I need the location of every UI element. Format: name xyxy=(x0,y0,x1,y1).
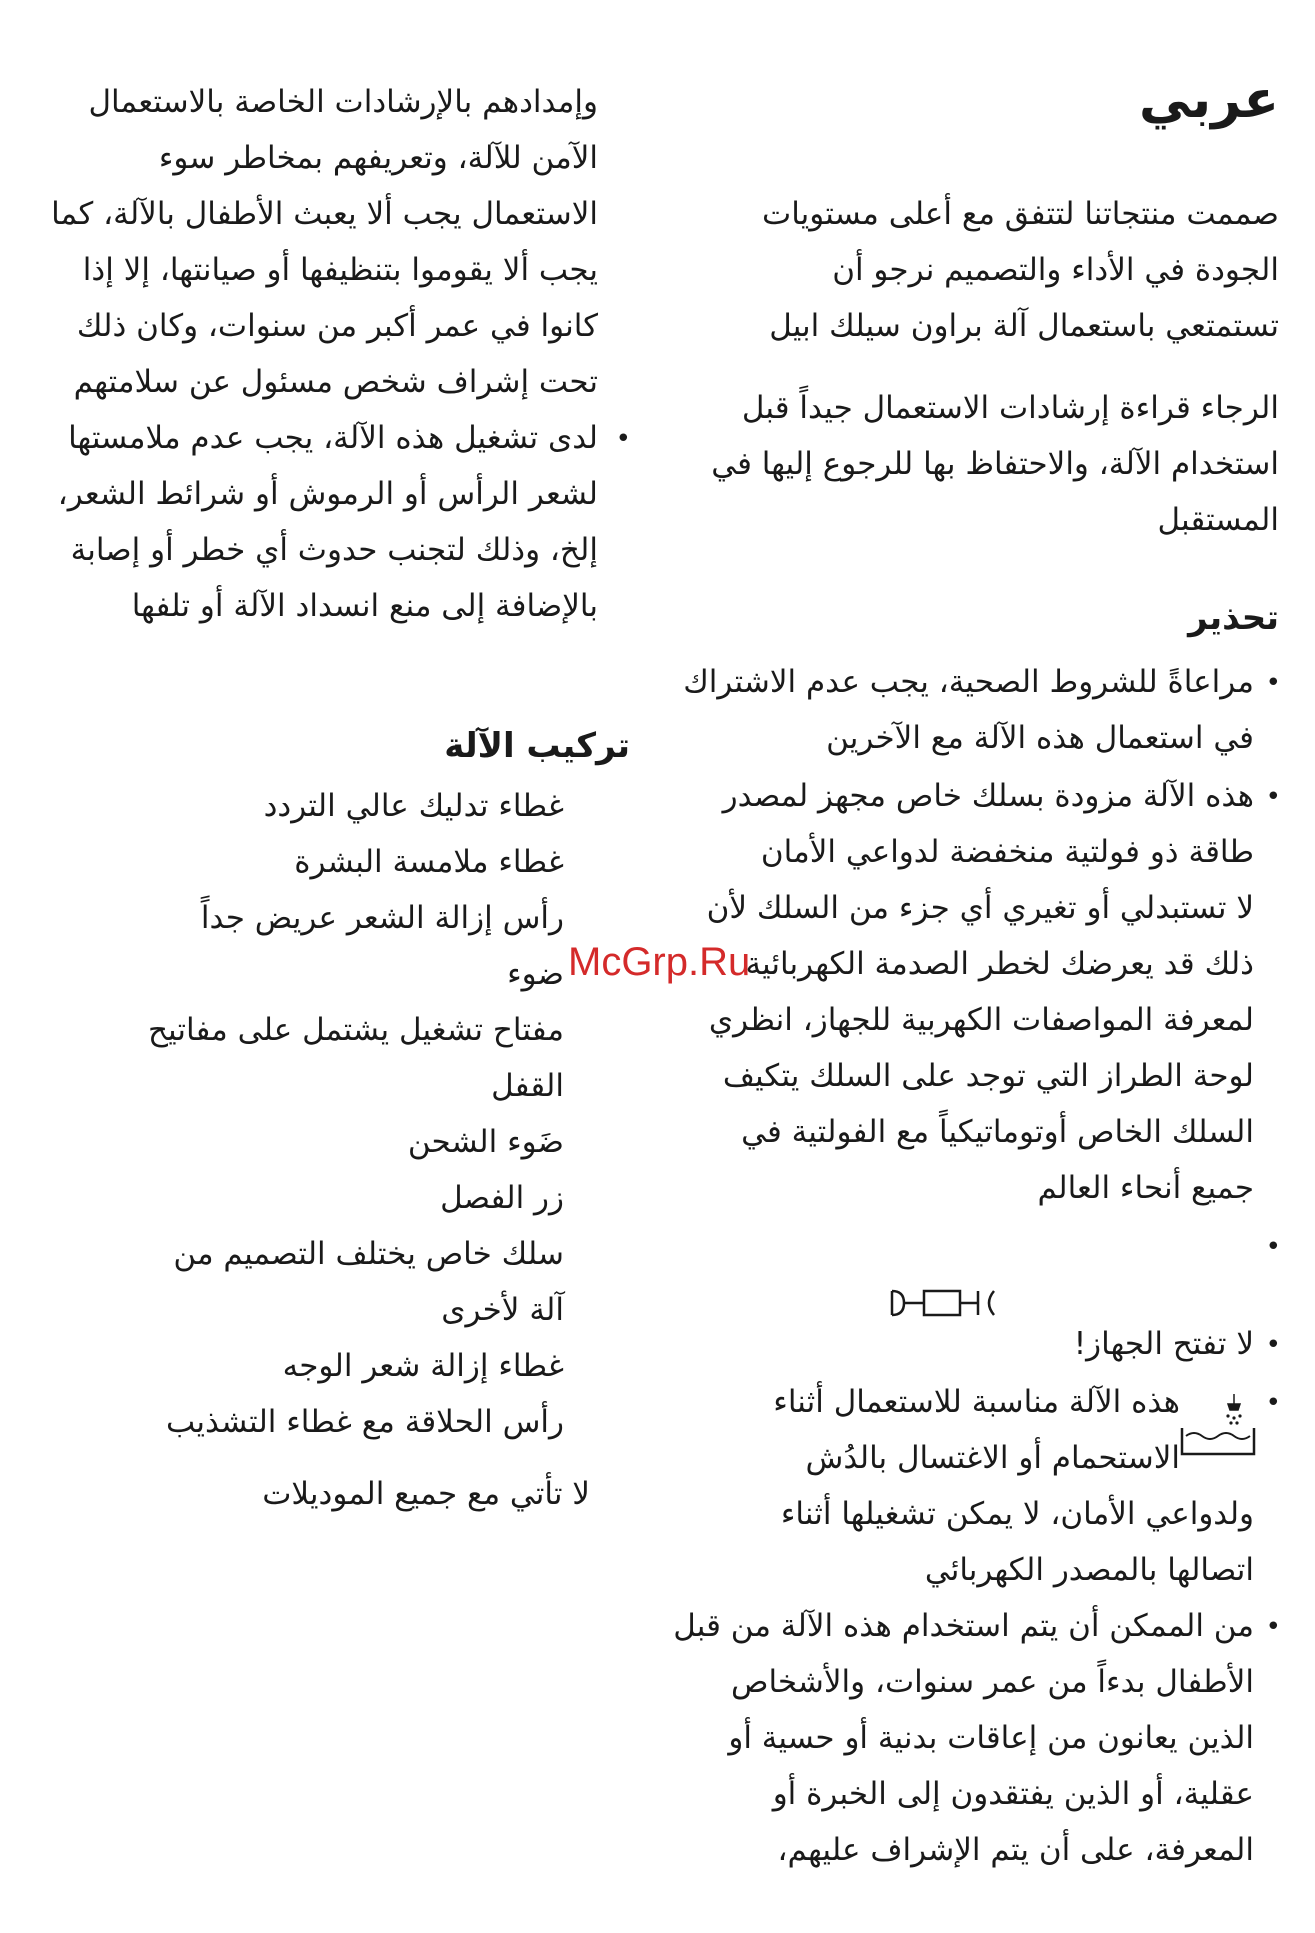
text-line: السلك الخاص أوتوماتيكياً مع الفولتية في xyxy=(741,1114,1254,1150)
text-line: طاقة ذو فولتية منخفضة لدواعي الأمان xyxy=(760,834,1254,870)
warning-bullet-6 xyxy=(673,1598,1254,1878)
section-heading: تركيب الآلة xyxy=(444,726,630,766)
components-title xyxy=(444,726,630,766)
text-line: عقلية، أو الذين يفتقدون إلى الخبرة أو xyxy=(772,1776,1254,1812)
left-bullet xyxy=(58,410,598,634)
list-item: ضَوء الشحن xyxy=(407,1124,564,1160)
text-line: صممت منتجاتنا لتتفق مع أعلى مستويات xyxy=(762,196,1279,232)
bullet-dot: • xyxy=(1265,1612,1281,1642)
list-item: القفل xyxy=(491,1068,564,1104)
text-line: الاستعمال يجب ألا يعبث الأطفال بالآلة، كما xyxy=(51,196,598,232)
text-line: تستمتعي باستعمال آلة براون سيلك ابيل xyxy=(769,308,1279,344)
bullet-dot: • xyxy=(1265,668,1281,698)
text-line: اتصالها بالمصدر الكهربائي xyxy=(924,1552,1254,1588)
warning-bullet-5-rest xyxy=(781,1486,1254,1598)
text-line: لا تفتح الجهاز! xyxy=(1073,1326,1254,1362)
text-line: مراعاةً للشروط الصحية، يجب عدم الاشتراك xyxy=(683,664,1254,700)
text-line: من الممكن أن يتم استخدام هذه الآلة من قبل xyxy=(673,1608,1254,1644)
low-voltage-cord-icon xyxy=(890,1283,1010,1323)
components-note xyxy=(262,1466,590,1522)
list-item: غطاء إزالة شعر الوجه xyxy=(282,1348,564,1384)
text-line: ذلك قد يعرضك لخطر الصدمة الكهربائية xyxy=(745,946,1254,982)
text-line: لا تأتي مع جميع الموديلات xyxy=(262,1476,590,1512)
language-title: عربي xyxy=(1138,70,1279,130)
list-item: زر الفصل xyxy=(440,1180,564,1216)
text-line: المستقبل xyxy=(1157,502,1279,538)
text-line: كانوا في عمر أكبر من سنوات، وكان ذلك xyxy=(76,308,598,344)
list-item: مفتاح تشغيل يشتمل على مفاتيح xyxy=(148,1012,564,1048)
text-line: في استعمال هذه الآلة مع الآخرين xyxy=(826,720,1254,756)
list-item: رأس الحلاقة مع غطاء التشذيب xyxy=(165,1404,564,1440)
bullet-dot: • xyxy=(1265,1232,1281,1262)
list-item: آلة لأخرى xyxy=(441,1292,564,1328)
components-list xyxy=(148,778,564,1450)
text-line: المعرفة، على أن يتم الإشراف عليهم، xyxy=(777,1832,1254,1868)
bullet-dot: • xyxy=(615,424,631,454)
text-line: هذه الآلة مناسبة للاستعمال أثناء xyxy=(773,1384,1180,1420)
text-line: يجب ألا يقوموا بتنظيفها أو صيانتها، إلا إذا xyxy=(82,252,598,288)
warning-bullet-5-head xyxy=(773,1374,1180,1486)
text-line: بالإضافة إلى منع انسداد الآلة أو تلفها xyxy=(131,588,598,624)
text-line: لوحة الطراز التي توجد على السلك يتكيف xyxy=(722,1058,1254,1094)
section-heading: تحذير xyxy=(1188,598,1279,638)
watermark: McGrp.Ru xyxy=(568,940,751,984)
warning-bullet-4 xyxy=(1074,1316,1254,1372)
intro-paragraph-1 xyxy=(762,186,1279,354)
text-line: الرجاء قراءة إرشادات الاستعمال جيداً قبل xyxy=(741,390,1279,426)
text-line: لمعرفة المواصفات الكهربية للجهاز، انظري xyxy=(708,1002,1254,1038)
list-item: غطاء تدليك عالي التردد xyxy=(263,788,564,824)
shower-bath-icon xyxy=(1178,1390,1258,1462)
bullet-dot: • xyxy=(1265,1330,1281,1360)
bullet-dot: • xyxy=(1265,782,1281,812)
text-line: إلخ، وذلك لتجنب حدوث أي خطر أو إصابة xyxy=(70,532,598,568)
text-line: هذه الآلة مزودة بسلك خاص مجهز لمصدر xyxy=(722,778,1254,814)
text-line: الذين يعانون من إعاقات بدنية أو حسية أو xyxy=(728,1720,1254,1756)
warning-title xyxy=(1188,598,1279,638)
text-line: الآمن للآلة، وتعريفهم بمخاطر سوء xyxy=(158,140,598,176)
text-line: الاستحمام أو الاغتسال بالدُش xyxy=(805,1440,1180,1476)
text-line: جميع أنحاء العالم xyxy=(1037,1170,1254,1206)
warning-bullet-1 xyxy=(683,654,1254,766)
text-line: وإمدادهم بالإرشادات الخاصة بالاستعمال xyxy=(88,84,598,120)
text-line: تحت إشراف شخص مسئول عن سلامتهم xyxy=(73,364,598,400)
intro-paragraph-2 xyxy=(711,380,1279,548)
text-line: لدى تشغيل هذه الآلة، يجب عدم ملامستها xyxy=(68,420,598,456)
text-line: الأطفال بدءاً من عمر سنوات، والأشخاص xyxy=(730,1664,1254,1700)
text-line: استخدام الآلة، والاحتفاظ بها للرجوع إليها في xyxy=(711,446,1279,482)
list-item: ضوء xyxy=(507,956,564,992)
left-continuation xyxy=(51,74,598,410)
warning-bullet-2 xyxy=(707,768,1254,1216)
text-line: ولدواعي الأمان، لا يمكن تشغيلها أثناء xyxy=(780,1496,1254,1532)
bullet-dot: • xyxy=(1265,1388,1281,1418)
list-item: سلك خاص يختلف التصميم من xyxy=(173,1236,564,1272)
text-line: لا تستبدلي أو تغيري أي جزء من السلك لأن xyxy=(706,890,1254,926)
list-item: غطاء ملامسة البشرة xyxy=(294,844,564,880)
list-item: رأس إزالة الشعر عريض جداً xyxy=(200,900,564,936)
text-line: لشعر الرأس أو الرموش أو شرائط الشعر، xyxy=(57,476,598,512)
text-line: الجودة في الأداء والتصميم نرجو أن xyxy=(832,252,1279,288)
